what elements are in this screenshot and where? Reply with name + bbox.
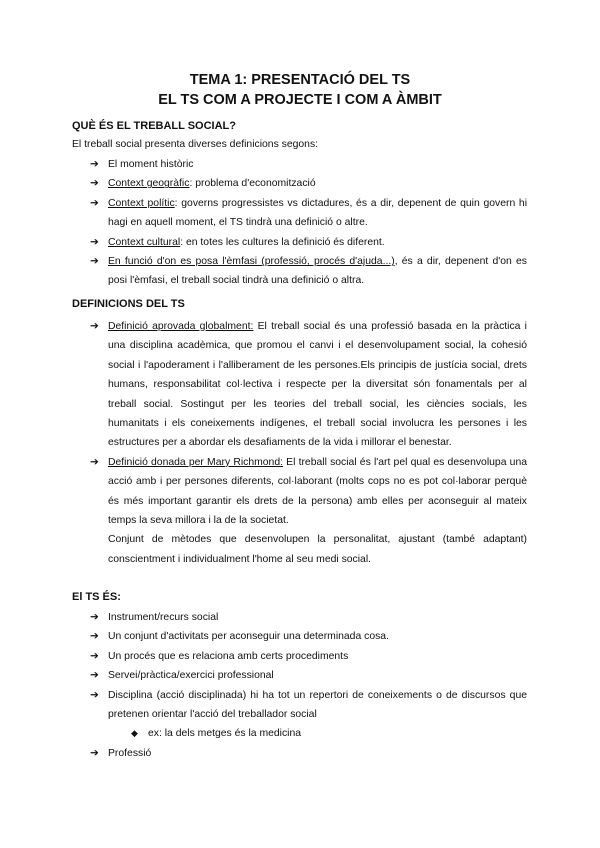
list-item bbox=[0, 608, 527, 627]
section-heading: El TS ÉS: bbox=[72, 591, 121, 603]
item-label: Definició donada per Mary Richmond: bbox=[108, 456, 283, 468]
list-item bbox=[0, 155, 527, 174]
item-label: Definició aprovada globalment: bbox=[108, 321, 254, 332]
list-item bbox=[0, 744, 527, 763]
arrow-bullet-icon: ➔ bbox=[90, 197, 99, 209]
item-text: El moment històric bbox=[108, 159, 194, 170]
arrow-bullet-icon: ➔ bbox=[90, 159, 99, 170]
intro-text: El treball social presenta diverses definicions segons: bbox=[72, 139, 319, 150]
arrow-bullet-icon: ➔ bbox=[90, 612, 99, 623]
list-item bbox=[0, 666, 527, 685]
item-label: Context cultural bbox=[108, 236, 181, 248]
arrow-bullet-icon: ➔ bbox=[90, 689, 99, 701]
item-text: El treball social és una professió basada en la pràctica i una disciplina acadèmica, que promou el canvi i el desenvolupament social, la cohesió social i l'apoderament i l'alliberament de les persones.Els principis de justícia social, drets humans, responsabilitat col·lectiva i respecte per la diversitat són fonamentals per al treball social. Sostingut per les teories del treball social, les ciències socials, les humanitats i els coneixements indígenes, el treball social involucra les persones i les estructures per a abordar els desafiaments de la vida i millorar el benestar. bbox=[108, 321, 527, 449]
arrow-bullet-icon: ➔ bbox=[90, 456, 99, 468]
item-text: Un conjunt d'activitats per aconseguir una determinada cosa. bbox=[108, 631, 389, 643]
list-item bbox=[0, 686, 527, 725]
arrow-bullet-icon: ➔ bbox=[90, 670, 99, 682]
item-text: Disciplina (acció disciplinada) hi ha tot un repertori de coneixements o de discursos que pretenen orientar l'acció del treballador social bbox=[108, 689, 527, 721]
list-item bbox=[0, 252, 527, 291]
document-title-line-2: EL TS COM A PROJECTE I COM A ÀMBIT bbox=[158, 92, 442, 108]
section-heading: QUÈ ÉS EL TREBALL SOCIAL? bbox=[72, 120, 236, 132]
arrow-bullet-icon: ➔ bbox=[90, 236, 99, 248]
item-text: Un procés que es relaciona amb certs procediments bbox=[108, 650, 349, 662]
item-text: : problema d'economització bbox=[189, 178, 316, 190]
item-text: : en totes les cultures la definició és diferent. bbox=[180, 236, 385, 248]
list-item bbox=[0, 233, 527, 252]
arrow-bullet-icon: ➔ bbox=[90, 650, 99, 662]
list-item bbox=[0, 317, 527, 453]
sub-list-item bbox=[0, 724, 527, 743]
item-label: Context geogràfic bbox=[108, 178, 190, 190]
arrow-bullet-icon: ➔ bbox=[90, 256, 99, 268]
item-text: , és a dir, depenent d'on es posi l'èmfasi, el treball social tindrà una definició o altra. bbox=[108, 256, 527, 287]
item-text: : governs progressistes vs dictadures, és a dir, depenent de quin govern hi hagi en aquell moment, el TS tindrà una definició o altre. bbox=[108, 197, 528, 229]
definitions-criteria-list bbox=[0, 155, 527, 291]
arrow-bullet-icon: ➔ bbox=[90, 747, 99, 759]
item-text: Professió bbox=[108, 747, 152, 759]
list-item bbox=[0, 174, 527, 193]
item-label: En funció d'on es posa l'èmfasi (professió, procés d'ajuda...) bbox=[108, 256, 395, 268]
item-text: Servei/pràctica/exercici professional bbox=[108, 670, 274, 682]
list-item bbox=[0, 627, 527, 646]
item-label: Context polític bbox=[108, 197, 175, 209]
section-heading: DEFINICIONS DEL TS bbox=[72, 298, 185, 310]
diamond-bullet-icon: ◆ bbox=[131, 728, 138, 739]
list-item bbox=[0, 453, 527, 569]
list-item bbox=[0, 647, 527, 666]
item-extra-text: Conjunt de mètodes que desenvolupen la personalitat, ajustant (també adaptant) conscientment i individualment l'home al seu medi social. bbox=[108, 534, 527, 565]
arrow-bullet-icon: ➔ bbox=[90, 631, 99, 643]
document-title-line-1: TEMA 1: PRESENTACIÓ DEL TS bbox=[189, 72, 411, 88]
item-text: Instrument/recurs social bbox=[108, 612, 219, 623]
arrow-bullet-icon: ➔ bbox=[90, 178, 99, 190]
ts-is-list bbox=[0, 608, 527, 763]
definitions-list bbox=[0, 317, 527, 569]
list-item bbox=[0, 194, 527, 233]
item-text: El treball social és l'art pel qual es desenvolupa una acció amb i per persones diferents, col·laborant (molts cops no es pot col·laborar perquè és més important garantir els drets de la persona) amb elles per aconseguir al mateix temps la seva millora i la de la societat. bbox=[108, 456, 527, 527]
arrow-bullet-icon: ➔ bbox=[90, 321, 99, 332]
item-text: ex: la dels metges és la medicina bbox=[148, 728, 302, 740]
